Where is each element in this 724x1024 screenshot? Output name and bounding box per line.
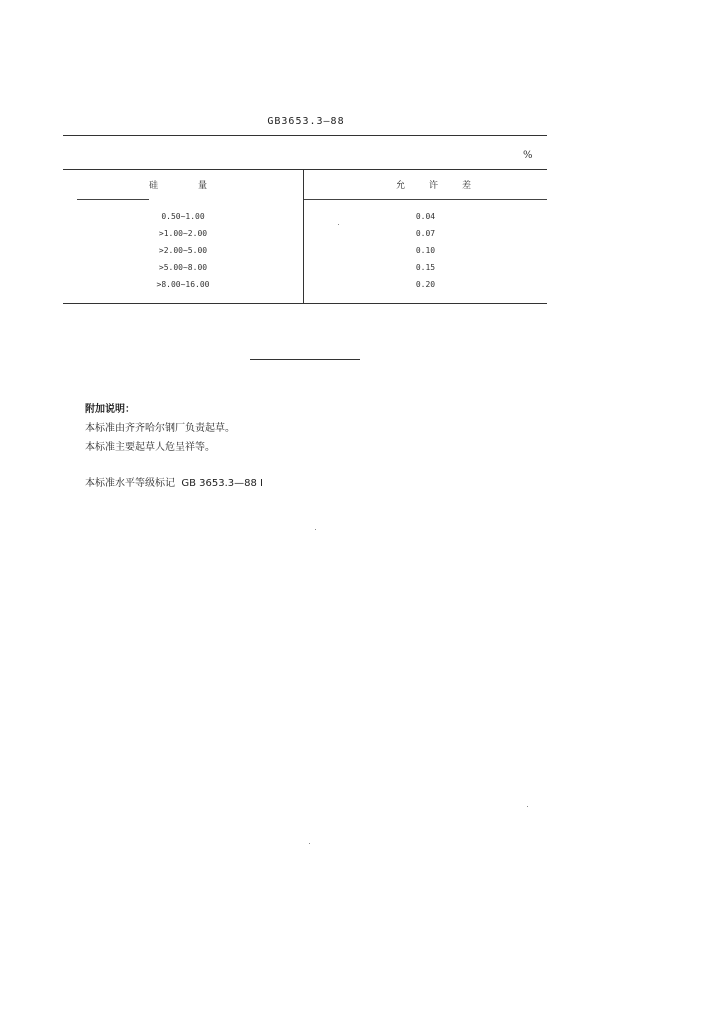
table-row xyxy=(63,228,547,245)
table-body xyxy=(63,211,547,296)
tolerance-table xyxy=(63,169,547,304)
header-sub-rule-left xyxy=(77,199,149,200)
notes-drafting-unit: 本标准由齐齐哈尔钢厂负责起草。 xyxy=(85,423,235,434)
table-bottom-border xyxy=(63,303,547,304)
table-row xyxy=(63,262,547,279)
scan-speck xyxy=(338,224,339,225)
silicon-range-cell: 0.50~1.00 xyxy=(161,212,205,221)
table-row xyxy=(63,279,547,296)
tolerance-cell: 0.15 xyxy=(415,263,436,272)
end-of-standard-rule xyxy=(250,359,360,360)
unit-label: % xyxy=(523,150,533,161)
table-row xyxy=(63,245,547,262)
header-rule xyxy=(63,135,547,136)
table-row xyxy=(63,211,547,228)
tolerance-cell: 0.04 xyxy=(415,212,436,221)
silicon-range-cell: >8.00~16.00 xyxy=(156,280,210,289)
standard-code: GB3653.3—88 xyxy=(267,116,345,127)
supplementary-notes xyxy=(85,400,235,457)
header-left-char-1: 硅 xyxy=(149,181,161,191)
header-right-char-3: 差 xyxy=(462,181,474,191)
header-silicon-content xyxy=(149,178,209,191)
scan-speck xyxy=(527,806,528,807)
notes-heading: 附加说明： xyxy=(85,404,135,415)
header-left-char-2: 量 xyxy=(198,181,210,191)
tolerance-cell: 0.20 xyxy=(415,280,436,289)
header-right-char-1: 允 xyxy=(396,181,408,191)
scan-speck xyxy=(309,843,310,844)
quality-grade-mark: 本标准水平等级标记 GB 3653.3—88 I xyxy=(85,478,263,489)
tolerance-cell: 0.07 xyxy=(415,229,436,238)
table-top-border xyxy=(63,169,547,170)
header-tolerance xyxy=(396,178,473,191)
tolerance-cell: 0.10 xyxy=(415,246,436,255)
header-sub-rule-right xyxy=(304,199,547,200)
header-right-char-2: 许 xyxy=(429,181,441,191)
silicon-range-cell: >1.00~2.00 xyxy=(158,229,208,238)
silicon-range-cell: >5.00~8.00 xyxy=(158,263,208,272)
notes-drafters: 本标准主要起草人危呈祥等。 xyxy=(85,442,215,453)
scan-speck xyxy=(315,529,316,530)
silicon-range-cell: >2.00~5.00 xyxy=(158,246,208,255)
